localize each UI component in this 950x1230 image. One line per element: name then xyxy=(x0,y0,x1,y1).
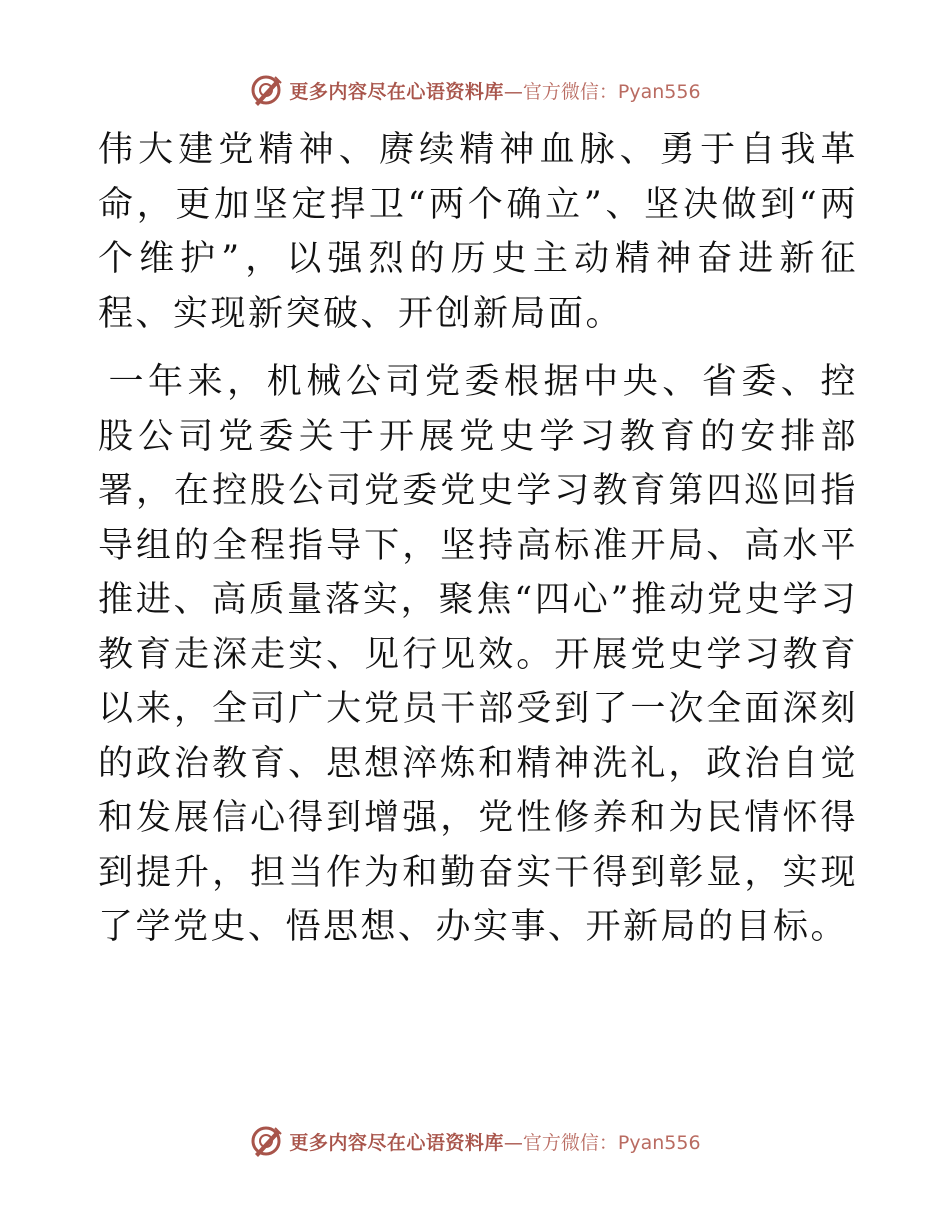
banner-text xyxy=(289,77,700,104)
banner-wechat-text: 官方微信：Pyan556 xyxy=(522,1131,701,1154)
banner-separator: — xyxy=(503,1131,523,1154)
banner-text xyxy=(289,1128,700,1155)
banner-wechat-text: 官方微信：Pyan556 xyxy=(522,80,701,103)
paragraph-2: 一年来，机械公司党委根据中央、省委、控股公司党委关于开展党史学习教育的安排部署，在控股公司党委党史学习教育第四巡回指导组的全程指导下，坚持高标准开局、高水平推进、高质量落实，聚焦“四心”推动党史学习教育走深走实、见行见效。开展党史学习教育以来，全司广大党员干部受到了一次全面深刻的政治教育、思想淬炼和精神洗礼，政治自觉和发展信心得到增强，党性修养和为民情怀得到提升，担当作为和勤奋实干得到彰显，实现了学党史、悟思想、办实事、开新局的目标。 xyxy=(98,362,858,947)
banner-separator: — xyxy=(503,80,523,103)
banner-main-text: 更多内容尽在心语资料库 xyxy=(289,1131,504,1154)
document-body xyxy=(98,123,858,955)
footer-banner xyxy=(0,1121,950,1161)
paragraph-1: 伟大建党精神、赓续精神血脉、勇于自我革命，更加坚定捍卫“两个确立”、坚决做到“两个维护”，以强烈的历史主动精神奋进新征程、实现新突破、开创新局面。 xyxy=(98,130,858,334)
pen-logo-icon xyxy=(249,73,283,107)
pen-logo-icon xyxy=(249,1124,283,1158)
banner-main-text: 更多内容尽在心语资料库 xyxy=(289,80,504,103)
header-banner xyxy=(0,70,950,110)
